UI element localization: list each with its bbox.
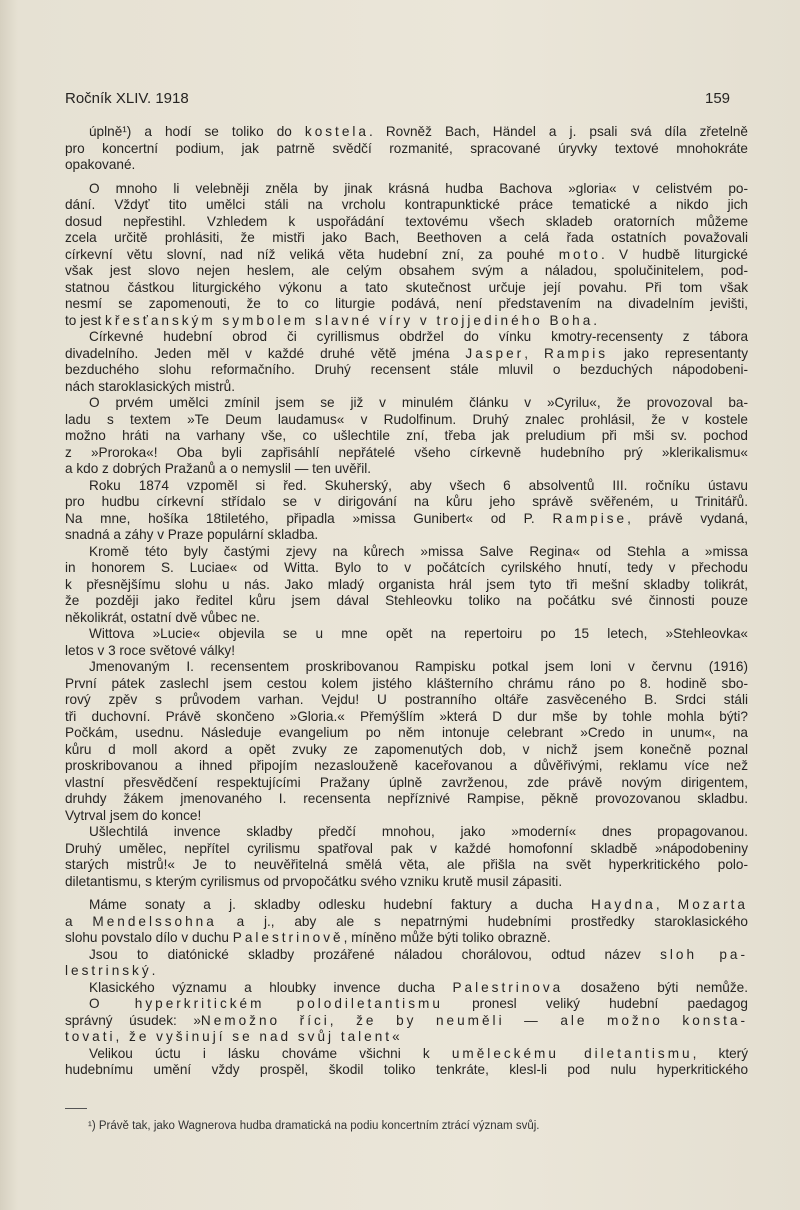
paragraph [65,947,748,980]
text-line [65,996,748,1013]
spaced-emphasis: uměleckému diletantismu [451,1045,693,1061]
footnote: ¹) Právě tak, jako Wagnerova hudba dramatická na podiu koncertním ztrácí význam svůj. [88,1120,540,1132]
text-line [65,841,748,858]
text-line [65,511,748,528]
text-run: úplně¹) a hodí se toliko do [89,124,305,139]
text-run: , [655,897,678,912]
text-line [65,874,748,891]
paragraph [65,626,748,659]
text-run: zcela určitě prohlásiti, že mistři jako Bach, Beethoven a celá řada ostatních považovali [65,230,748,245]
text-run: Církevné hudební obrod či cyrillismus obdržel do vínku kmotry-recensenty z tábora [89,329,748,344]
text-run: druhdy žákem jmenovaného I. recensenta nepříznivé Rampise, pěkně provozovanou skladbu. [65,791,748,806]
text-line [65,313,748,330]
text-line [65,824,748,841]
paragraph [65,897,748,947]
paragraph [65,124,748,174]
text-run: a kdo z dobrých Pražanů a o nemyslil — ten uvěřil. [65,461,372,476]
text-line [65,857,748,874]
text-line [65,346,748,363]
text-line [65,1046,748,1063]
text-line [65,659,748,676]
spaced-emphasis: Rampis [543,345,609,361]
text-run: Ušlechtilá invence skladby předčí mnohou, jako »moderní« dnes propagovanou. [89,824,748,839]
text-run: Jmenovaným I. recensentem proskribovanou Rampisku potkal jsem loni v červnu (1916) [89,659,748,674]
text-line [65,742,748,759]
text-run: Wittova »Lucie« objevila se u mne opět na repertoiru po 15 letech, »Stehleovka« [89,626,748,641]
text-line [65,214,748,231]
text-line [65,157,748,174]
spaced-emphasis: Jasper [465,345,525,361]
text-line [65,461,748,478]
paragraph [65,824,748,890]
text-run: pronesl veliký hudební paedagog [442,996,748,1011]
text-run: a [65,913,93,929]
text-run: několikrát, ostatní dvě vůbec ne. [65,609,260,625]
text-line [65,544,748,561]
text-run: to jest [65,312,106,328]
text-line [65,775,748,792]
text-run: opakované. [65,157,136,172]
text-run: Vytrval jsem do konce! [65,807,202,823]
text-run: ladu s textem »Te Deum laudamus« v Rudolfinum. Druhý znalec prohlásil, že v kostele [65,411,748,427]
text-run: z »Proroka«! Oba byli zapřisáhlí nepřátelé všeho církevně hudebního prý »klerikalismu« [65,444,748,460]
spaced-emphasis: křesťanským symbolem slavné víry v trojjediného Boha [105,312,594,328]
paragraph [65,181,748,330]
text-line [65,791,748,808]
spaced-emphasis: tovati, že vyšinují se nad svůj talent [65,1029,393,1044]
text-line [65,329,748,346]
text-line [65,560,748,577]
article-body [65,124,748,1079]
text-line [65,280,748,297]
text-run: a j., aby ale s nepatrnými hudebními prostředky staroklasického [216,913,748,929]
text-run: Klasického významu a hloubky invence ducha [89,979,453,995]
text-run: První pátek zaslechl jsem cestou kolem jistého klášterního chrámu ráno po 8. hodině sbo- [65,675,748,691]
text-line [65,808,748,825]
text-line [65,478,748,495]
text-run: O mnoho li velebněji zněla by jinak krásná hudba Bachova »gloria« v celistvém po- [89,180,748,196]
text-line [65,914,748,931]
spaced-emphasis: Nemožno říci, že by neuměli — ale možno konsta- [200,1012,748,1028]
paragraph [65,329,748,395]
spaced-emphasis: O hyperkritickém polodiletantismu [89,996,443,1011]
text-line [65,725,748,742]
text-line [65,395,748,412]
text-run: Druhý umělec, nepřítel cyrilismu spatřoval pak v každé homofonní skladbě »nápodobeniny [65,840,748,856]
text-run: Velikou úctu i lásku chováme všichni k [89,1045,452,1061]
text-run: dání. Vždyť tito umělci stáli na vrcholu kontrapunktické práce tematické a nikdo jich [65,197,748,212]
text-line [65,577,748,594]
text-run: diletantismu, s kterým cyrilismus od prvopočátku svého vzniku krutě musil zápasiti. [65,873,563,889]
text-line [65,362,748,379]
text-line [65,296,748,313]
text-run: hudebnímu umění vždy prospěl, škodil toliko tenkráte, klesl-li pod nulu hyperkritického [65,1062,748,1077]
spaced-emphasis: sloh pa- [660,946,748,962]
text-run: Máme sonaty a j. skladby odlesku hudební faktury a ducha [89,897,592,912]
text-line [65,963,748,980]
text-line [65,412,748,429]
running-head: Ročník XLIV. 1918 [65,90,189,107]
text-run: pro koncertní podium, jak patrně svědčí rozmanité, spracované úryvky textové mnohokráte [65,140,748,156]
paragraph [65,659,748,824]
text-run: Na mne, hošíka 18tiletého, připadla »missa Gunibert« od P. [65,510,553,526]
text-run: nesmí se zapomenouti, že to co liturgie podává, není představením na divadelním jevišti, [65,296,748,311]
text-line [65,758,748,775]
text-run: . Rovněž Bach, Händel a j. psali svá díla zřetelně [368,124,748,139]
text-run: , právě vydaná, [627,510,748,526]
spaced-emphasis: Palestrinově [232,930,344,945]
text-run: církevní větu slovní, nad níž veliká věta hudební zní, za pouhé [65,246,559,262]
text-run: Kromě této byly častými zjevy na kůrech »missa Salve Regina« od Stehla a »missa [89,543,748,559]
text-line [65,247,748,264]
text-line [65,676,748,693]
text-run: slohu povstalo dílo v duchu [65,930,233,945]
text-line [65,1013,748,1030]
spaced-emphasis: Palestrinova [452,979,564,995]
text-line [65,897,748,914]
paragraph [65,478,748,544]
text-line [65,527,748,544]
text-line [65,379,748,396]
text-line [65,181,748,198]
text-run: nách staroklasických mistrů. [65,378,235,394]
spaced-emphasis: Haydna [591,897,656,912]
text-run: však jest slovo nejen heslem, ale celým obsahem svým a náladou, spolučinitelem, pod- [65,263,748,278]
text-run: starých mistrů!« Je to neuvěřitelná smělá věta, ale přišla na svět hyperkritického polo- [65,857,748,872]
text-run: vlastní přesvědčení respektujícími Pražany úplně zavrženou, zde právě novým dirigentem, [65,774,748,790]
text-run: statnou částkou liturgického výkonu a tato skutečnost určuje její povahu. Při tom však [65,279,748,295]
text-line [65,610,748,627]
text-line [65,445,748,462]
text-line [65,494,748,511]
text-run: že později jako ředitel kůru jsem dával Stehleovku toliko na počátku své činnosti pouze [65,593,748,608]
footnote-divider [65,1108,87,1109]
paragraph [65,996,748,1046]
text-line [65,141,748,158]
text-line [65,947,748,964]
text-line [65,124,748,141]
text-line [65,197,748,214]
text-run: . V hudbě liturgické [600,246,748,262]
text-line [65,263,748,280]
text-run: , míněno může býti toliko obrazně. [343,930,551,945]
text-run: kůru d moll akord a opět zvuky ze zapomenutých dob, v nichž jsem konečně poznal [65,741,748,757]
paragraph [65,395,748,478]
text-run: Jsou to diatónické skladby prozářené náladou chorálovou, odtud název [89,946,661,962]
text-run: dosud nepřestihl. Vzhledem k uspořádání textovému všech skladeb oratorních můžeme [65,213,748,229]
text-line [65,593,748,610]
text-run: rový zpěv s průvodem varhan. Vejdu! U postranního oltáře zasvěceného B. Srdci stáli [65,692,748,707]
text-run: . [593,312,598,328]
text-run: Počkám, usednu. Následuje evangelium po něm intonuje celebrant »Credo in unum«, na [65,725,748,740]
text-run: Roku 1874 vzpoměl si řed. Skuherský, aby všech 6 absolventů III. ročníku ústavu [89,477,748,493]
text-line [65,980,748,997]
text-run: pro hudbu církevní střídalo se v dirigování na kůru jeho správě svěřeném, u Trinitářů. [65,494,748,509]
text-run: snadná a záhy v Praze populární skladba. [65,527,319,542]
text-line [65,626,748,643]
spaced-emphasis: Rampise [552,510,628,526]
text-run: in honorem S. Luciae« od Witta. Bylo to v počátcích cyrilského hnutí, tedy v přechodu [65,560,748,575]
text-run: « [392,1029,400,1044]
text-line [65,930,748,947]
spaced-emphasis: Mozarta [677,897,748,912]
text-run: . [151,963,156,978]
text-line [65,643,748,660]
text-line [65,230,748,247]
text-run: k přesnějšímu slohu u nás. Jako mladý organista hrál jsem tyto tři mešní skladby tolikrát, [65,576,748,592]
page-number: 159 [705,90,731,107]
text-run: proskribovanou a ihned připojím nezaslouženě kaceřovanou a důvěřivými, reklamu více než [65,758,748,773]
text-run: divadelního. Jeden měl v každé druhé větě jména [65,345,466,361]
text-run: tři duchovní. Právě skončeno »Gloria.« Přemýšlím »která D dur mše by tohle mohla býti? [65,708,748,724]
text-run: , který [692,1045,748,1061]
paragraph [65,1046,748,1079]
text-run: jako representanty [608,345,748,361]
text-line [65,1062,748,1079]
spaced-emphasis: kostela [304,124,369,139]
text-line [65,709,748,726]
text-line [65,1029,748,1046]
text-run: možno hráti na varhany vše, co ušlechtile zní, třeba jak preludium při mši sv. pochod [65,428,748,443]
text-run: dosaženo býti nemůže. [563,979,748,995]
text-run: bezduchého slohu reformačního. Druhý recensent stále mluvil o bezduchých nápodobeni- [65,362,748,377]
text-line [65,692,748,709]
paragraph [65,980,748,997]
text-run: , [524,345,544,361]
text-run: správný úsudek: » [65,1012,201,1028]
spaced-emphasis: moto [558,246,601,262]
text-line [65,428,748,445]
spaced-emphasis: Mendelssohna [92,913,217,929]
spaced-emphasis: lestrinský [65,963,152,978]
text-run: O prvém umělci zmínil jsem se již v minulém článku v »Cyrilu«, že provozoval ba- [89,395,748,410]
text-run: letos v 3 roce světové války! [65,642,235,658]
paragraph [65,544,748,627]
